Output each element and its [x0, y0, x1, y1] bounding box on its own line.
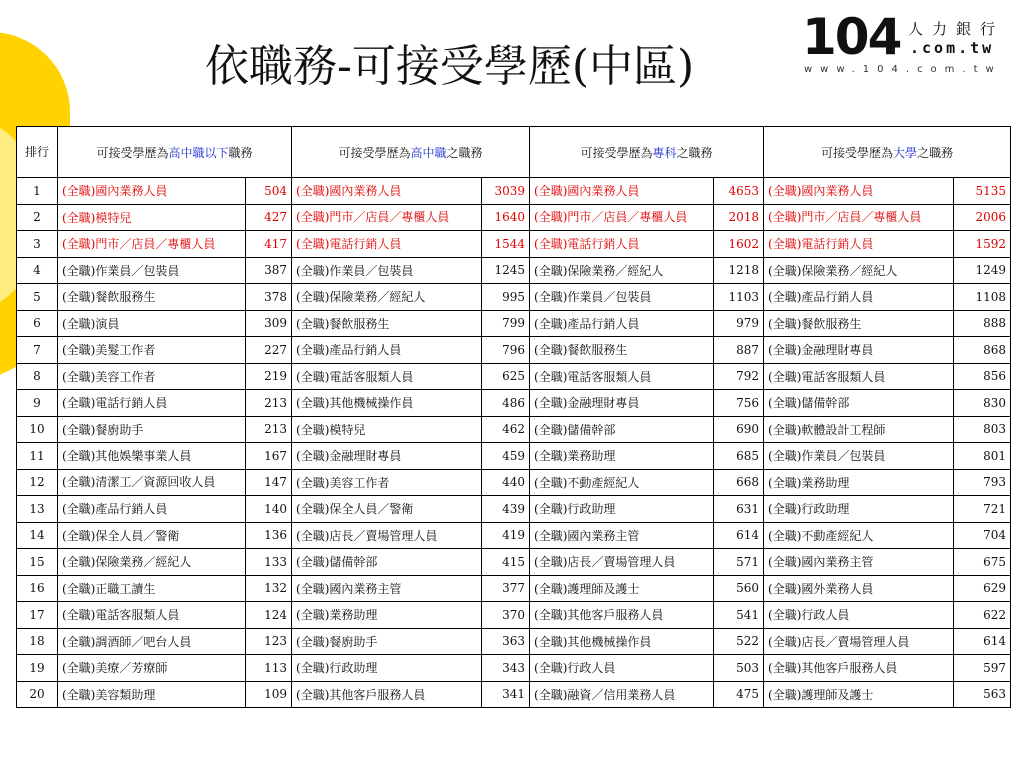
- table-body: [17, 178, 1011, 708]
- job-count-cell: 113: [246, 655, 292, 682]
- job-title-cell: (全職)餐飲服務生: [58, 284, 246, 311]
- job-title-cell: (全職)保全人員／警衛: [58, 522, 246, 549]
- job-count-cell: 124: [246, 602, 292, 629]
- rank-cell: 3: [17, 231, 58, 258]
- job-count-cell: 1103: [714, 284, 764, 311]
- job-count-cell: 133: [246, 549, 292, 576]
- rank-cell: 12: [17, 469, 58, 496]
- header-education: 專科: [652, 145, 677, 160]
- job-title-cell: (全職)門市／店員／專櫃人員: [58, 231, 246, 258]
- job-title-cell: (全職)儲備幹部: [764, 390, 954, 417]
- job-title-cell: (全職)業務助理: [530, 443, 714, 470]
- header-education: 高中職: [410, 145, 447, 160]
- job-title-cell: (全職)保險業務／經紀人: [530, 257, 714, 284]
- job-count-cell: 439: [482, 496, 530, 523]
- job-title-cell: (全職)國內業務主管: [292, 575, 482, 602]
- job-count-cell: 2006: [954, 204, 1011, 231]
- job-count-cell: 625: [482, 363, 530, 390]
- company-logo: [802, 8, 1012, 82]
- job-title-cell: (全職)保險業務／經紀人: [764, 257, 954, 284]
- job-title-cell: (全職)其他客戶服務人員: [764, 655, 954, 682]
- table-row: [17, 310, 1011, 337]
- rank-cell: 1: [17, 178, 58, 205]
- job-count-cell: 799: [482, 310, 530, 337]
- rank-cell: 15: [17, 549, 58, 576]
- table-row: [17, 257, 1011, 284]
- job-title-cell: (全職)保險業務／經紀人: [292, 284, 482, 311]
- job-count-cell: 486: [482, 390, 530, 417]
- job-education-table: [16, 126, 1011, 708]
- job-count-cell: 2018: [714, 204, 764, 231]
- job-count-cell: 1640: [482, 204, 530, 231]
- job-title-cell: (全職)不動產經紀人: [530, 469, 714, 496]
- job-count-cell: 1249: [954, 257, 1011, 284]
- job-count-cell: 563: [954, 681, 1011, 708]
- job-count-cell: 370: [482, 602, 530, 629]
- job-count-cell: 109: [246, 681, 292, 708]
- job-title-cell: (全職)產品行銷人員: [530, 310, 714, 337]
- job-count-cell: 3039: [482, 178, 530, 205]
- job-count-cell: 856: [954, 363, 1011, 390]
- header-suffix: 之職務: [676, 145, 713, 160]
- job-title-cell: (全職)電話客服類人員: [530, 363, 714, 390]
- job-title-cell: (全職)模特兒: [58, 204, 246, 231]
- job-count-cell: 343: [482, 655, 530, 682]
- job-title-cell: (全職)美療／芳療師: [58, 655, 246, 682]
- job-count-cell: 503: [714, 655, 764, 682]
- job-title-cell: (全職)演員: [58, 310, 246, 337]
- job-count-cell: 1602: [714, 231, 764, 258]
- rank-cell: 2: [17, 204, 58, 231]
- rank-cell: 6: [17, 310, 58, 337]
- rank-cell: 4: [17, 257, 58, 284]
- job-count-cell: 571: [714, 549, 764, 576]
- job-title-cell: (全職)美容類助理: [58, 681, 246, 708]
- job-title-cell: (全職)行政人員: [764, 602, 954, 629]
- job-count-cell: 415: [482, 549, 530, 576]
- job-count-cell: 887: [714, 337, 764, 364]
- column-header: [764, 127, 1011, 178]
- job-title-cell: (全職)保全人員／警衛: [292, 496, 482, 523]
- job-count-cell: 1218: [714, 257, 764, 284]
- job-count-cell: 440: [482, 469, 530, 496]
- table-row: [17, 284, 1011, 311]
- table-row: [17, 363, 1011, 390]
- job-count-cell: 792: [714, 363, 764, 390]
- job-title-cell: (全職)店長／賣場管理人員: [764, 628, 954, 655]
- job-title-cell: (全職)餐飲服務生: [292, 310, 482, 337]
- job-title-cell: (全職)餐廚助手: [58, 416, 246, 443]
- job-title-cell: (全職)產品行銷人員: [58, 496, 246, 523]
- job-title-cell: (全職)電話客服類人員: [292, 363, 482, 390]
- rank-cell: 11: [17, 443, 58, 470]
- job-count-cell: 1592: [954, 231, 1011, 258]
- job-title-cell: (全職)國內業務主管: [530, 522, 714, 549]
- job-title-cell: (全職)業務助理: [764, 469, 954, 496]
- rank-cell: 19: [17, 655, 58, 682]
- rank-cell: 8: [17, 363, 58, 390]
- job-title-cell: (全職)融資／信用業務人員: [530, 681, 714, 708]
- rank-cell: 5: [17, 284, 58, 311]
- job-count-cell: 167: [246, 443, 292, 470]
- job-count-cell: 685: [714, 443, 764, 470]
- job-count-cell: 378: [246, 284, 292, 311]
- job-count-cell: 597: [954, 655, 1011, 682]
- rank-cell: 9: [17, 390, 58, 417]
- table-row: [17, 469, 1011, 496]
- job-title-cell: (全職)護理師及護士: [764, 681, 954, 708]
- job-title-cell: (全職)國內業務人員: [292, 178, 482, 205]
- job-count-cell: 147: [246, 469, 292, 496]
- job-title-cell: (全職)國內業務人員: [530, 178, 714, 205]
- job-title-cell: (全職)電話客服類人員: [764, 363, 954, 390]
- job-title-cell: (全職)美容工作者: [58, 363, 246, 390]
- job-title-cell: (全職)護理師及護士: [530, 575, 714, 602]
- job-title-cell: (全職)其他客戶服務人員: [530, 602, 714, 629]
- job-count-cell: 219: [246, 363, 292, 390]
- rank-cell: 7: [17, 337, 58, 364]
- job-title-cell: (全職)其他客戶服務人員: [292, 681, 482, 708]
- header-prefix: 可接受學歷為: [338, 145, 411, 160]
- job-title-cell: (全職)清潔工／資源回收人員: [58, 469, 246, 496]
- job-count-cell: 868: [954, 337, 1011, 364]
- job-title-cell: (全職)行政人員: [530, 655, 714, 682]
- rank-cell: 10: [17, 416, 58, 443]
- table-row: [17, 628, 1011, 655]
- job-count-cell: 622: [954, 602, 1011, 629]
- rank-cell: 14: [17, 522, 58, 549]
- job-title-cell: (全職)正職工讀生: [58, 575, 246, 602]
- job-count-cell: 801: [954, 443, 1011, 470]
- table-header-row: [17, 127, 1011, 178]
- rank-cell: 20: [17, 681, 58, 708]
- job-count-cell: 796: [482, 337, 530, 364]
- rank-cell: 16: [17, 575, 58, 602]
- job-title-cell: (全職)國內業務人員: [58, 178, 246, 205]
- job-count-cell: 541: [714, 602, 764, 629]
- header-education: 高中職以下: [168, 145, 229, 160]
- job-count-cell: 803: [954, 416, 1011, 443]
- job-count-cell: 132: [246, 575, 292, 602]
- job-count-cell: 419: [482, 522, 530, 549]
- job-title-cell: (全職)行政助理: [530, 496, 714, 523]
- job-title-cell: (全職)店長／賣場管理人員: [530, 549, 714, 576]
- job-title-cell: (全職)業務助理: [292, 602, 482, 629]
- header-prefix: 可接受學歷為: [821, 145, 894, 160]
- job-count-cell: 668: [714, 469, 764, 496]
- job-count-cell: 995: [482, 284, 530, 311]
- job-title-cell: (全職)保險業務／經紀人: [58, 549, 246, 576]
- logo-number: 104: [802, 8, 901, 66]
- job-title-cell: (全職)行政助理: [764, 496, 954, 523]
- job-count-cell: 560: [714, 575, 764, 602]
- job-title-cell: (全職)作業員／包裝員: [58, 257, 246, 284]
- job-count-cell: 475: [714, 681, 764, 708]
- job-title-cell: (全職)店長／賣場管理人員: [292, 522, 482, 549]
- table-row: [17, 416, 1011, 443]
- job-count-cell: 756: [714, 390, 764, 417]
- job-count-cell: 1108: [954, 284, 1011, 311]
- job-title-cell: (全職)作業員／包裝員: [764, 443, 954, 470]
- job-count-cell: 363: [482, 628, 530, 655]
- job-count-cell: 704: [954, 522, 1011, 549]
- job-title-cell: (全職)電話行銷人員: [764, 231, 954, 258]
- job-count-cell: 979: [714, 310, 764, 337]
- table-row: [17, 496, 1011, 523]
- job-count-cell: 4653: [714, 178, 764, 205]
- job-count-cell: 136: [246, 522, 292, 549]
- header-prefix: 可接受學歷為: [96, 145, 169, 160]
- job-title-cell: (全職)餐飲服務生: [530, 337, 714, 364]
- job-count-cell: 888: [954, 310, 1011, 337]
- job-title-cell: (全職)作業員／包裝員: [530, 284, 714, 311]
- table-row: [17, 337, 1011, 364]
- job-title-cell: (全職)美容工作者: [292, 469, 482, 496]
- job-title-cell: (全職)其他機械操作員: [530, 628, 714, 655]
- job-count-cell: 830: [954, 390, 1011, 417]
- job-title-cell: (全職)其他機械操作員: [292, 390, 482, 417]
- logo-url: www.104.com.tw: [804, 64, 1002, 75]
- job-count-cell: 123: [246, 628, 292, 655]
- logo-name: 人力銀行: [908, 20, 1005, 38]
- header-suffix: 之職務: [446, 145, 483, 160]
- job-title-cell: (全職)軟體設計工程師: [764, 416, 954, 443]
- rank-header: 排行: [17, 127, 58, 178]
- job-count-cell: 614: [714, 522, 764, 549]
- table-row: [17, 390, 1011, 417]
- job-title-cell: (全職)電話行銷人員: [58, 390, 246, 417]
- job-count-cell: 377: [482, 575, 530, 602]
- header-prefix: 可接受學歷為: [580, 145, 653, 160]
- job-count-cell: 1245: [482, 257, 530, 284]
- header-education: 大學: [893, 145, 918, 160]
- job-count-cell: 140: [246, 496, 292, 523]
- job-count-cell: 675: [954, 549, 1011, 576]
- job-title-cell: (全職)國內業務人員: [764, 178, 954, 205]
- header-suffix: 職務: [228, 145, 253, 160]
- job-count-cell: 631: [714, 496, 764, 523]
- job-title-cell: (全職)金融理財專員: [530, 390, 714, 417]
- job-title-cell: (全職)金融理財專員: [292, 443, 482, 470]
- job-count-cell: 522: [714, 628, 764, 655]
- slide-title: 依職務-可接受學歷(中區): [205, 41, 695, 92]
- job-count-cell: 387: [246, 257, 292, 284]
- table-row: [17, 575, 1011, 602]
- job-count-cell: 213: [246, 390, 292, 417]
- job-count-cell: 721: [954, 496, 1011, 523]
- job-count-cell: 459: [482, 443, 530, 470]
- table-row: [17, 655, 1011, 682]
- table-row: [17, 204, 1011, 231]
- job-count-cell: 629: [954, 575, 1011, 602]
- job-count-cell: 309: [246, 310, 292, 337]
- job-title-cell: (全職)不動產經紀人: [764, 522, 954, 549]
- job-count-cell: 213: [246, 416, 292, 443]
- job-count-cell: 341: [482, 681, 530, 708]
- rank-cell: 17: [17, 602, 58, 629]
- job-count-cell: 227: [246, 337, 292, 364]
- rank-cell: 13: [17, 496, 58, 523]
- logo-domain: .com.tw: [910, 39, 995, 57]
- header-suffix: 之職務: [917, 145, 954, 160]
- job-count-cell: 5135: [954, 178, 1011, 205]
- job-title-cell: (全職)其他娛樂事業人員: [58, 443, 246, 470]
- job-count-cell: 614: [954, 628, 1011, 655]
- table-row: [17, 549, 1011, 576]
- job-title-cell: (全職)門市／店員／專櫃人員: [292, 204, 482, 231]
- job-title-cell: (全職)調酒師／吧台人員: [58, 628, 246, 655]
- table-row: [17, 681, 1011, 708]
- job-title-cell: (全職)餐飲服務生: [764, 310, 954, 337]
- table-row: [17, 231, 1011, 258]
- job-title-cell: (全職)模特兒: [292, 416, 482, 443]
- job-count-cell: 504: [246, 178, 292, 205]
- job-title-cell: (全職)金融理財專員: [764, 337, 954, 364]
- job-title-cell: (全職)電話行銷人員: [530, 231, 714, 258]
- job-count-cell: 462: [482, 416, 530, 443]
- job-title-cell: (全職)產品行銷人員: [292, 337, 482, 364]
- job-title-cell: (全職)儲備幹部: [292, 549, 482, 576]
- table-row: [17, 602, 1011, 629]
- job-count-cell: 1544: [482, 231, 530, 258]
- job-title-cell: (全職)電話客服類人員: [58, 602, 246, 629]
- job-count-cell: 690: [714, 416, 764, 443]
- job-title-cell: (全職)餐廚助手: [292, 628, 482, 655]
- job-title-cell: (全職)作業員／包裝員: [292, 257, 482, 284]
- job-title-cell: (全職)儲備幹部: [530, 416, 714, 443]
- job-title-cell: (全職)產品行銷人員: [764, 284, 954, 311]
- job-count-cell: 417: [246, 231, 292, 258]
- job-count-cell: 427: [246, 204, 292, 231]
- job-title-cell: (全職)美髮工作者: [58, 337, 246, 364]
- table-row: [17, 443, 1011, 470]
- rank-cell: 18: [17, 628, 58, 655]
- table-row: [17, 178, 1011, 205]
- job-title-cell: (全職)國內業務主管: [764, 549, 954, 576]
- job-title-cell: (全職)電話行銷人員: [292, 231, 482, 258]
- job-title-cell: (全職)行政助理: [292, 655, 482, 682]
- column-header: [58, 127, 292, 178]
- job-count-cell: 793: [954, 469, 1011, 496]
- job-title-cell: (全職)國外業務人員: [764, 575, 954, 602]
- job-title-cell: (全職)門市／店員／專櫃人員: [764, 204, 954, 231]
- column-header: [292, 127, 530, 178]
- table-row: [17, 522, 1011, 549]
- job-title-cell: (全職)門市／店員／專櫃人員: [530, 204, 714, 231]
- column-header: [530, 127, 764, 178]
